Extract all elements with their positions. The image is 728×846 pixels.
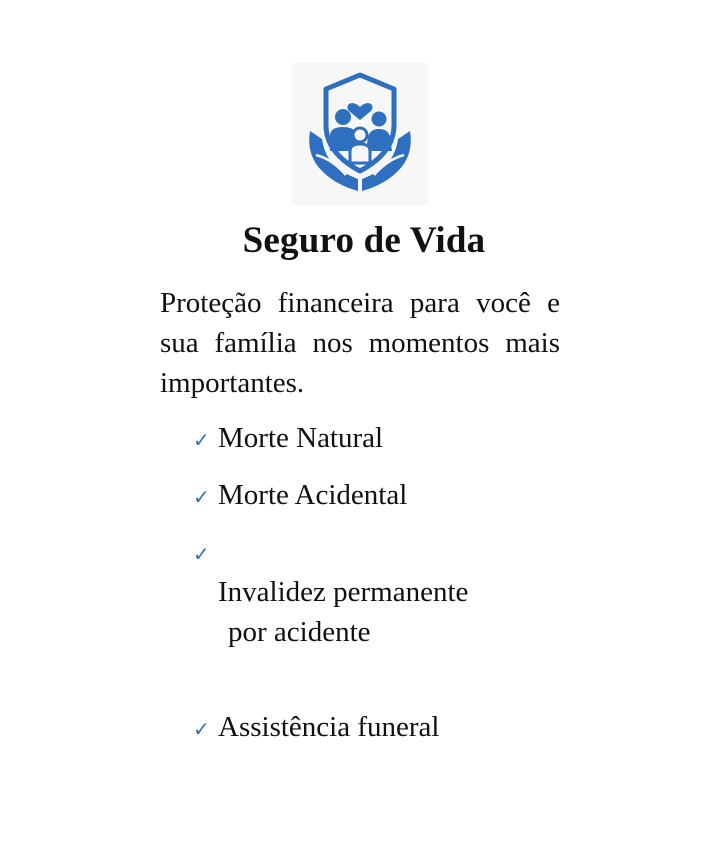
list-item — [193, 475, 593, 517]
family-protection-logo — [292, 63, 428, 205]
check-icon: ✓ — [193, 428, 210, 452]
benefit-label: Morte Acidental — [218, 479, 408, 511]
family-protection-shield-icon — [292, 63, 428, 205]
check-icon: ✓ — [193, 717, 210, 741]
intro-paragraph: Proteção financeira para você e sua família nos momentos mais importantes. — [160, 287, 560, 399]
list-item — [193, 532, 593, 692]
benefit-label: Morte Natural — [218, 422, 384, 454]
list-item — [193, 418, 593, 460]
benefit-label-group — [218, 532, 468, 692]
benefit-label-continuation: por acidente — [228, 616, 371, 648]
check-icon: ✓ — [193, 542, 210, 566]
benefits-list — [193, 418, 593, 764]
benefit-label: Invalidez permanente — [218, 576, 469, 608]
benefit-label: Assistência funeral — [218, 711, 440, 743]
page-title: Seguro de Vida — [242, 220, 486, 261]
check-icon: ✓ — [193, 485, 210, 509]
list-item — [193, 707, 593, 749]
